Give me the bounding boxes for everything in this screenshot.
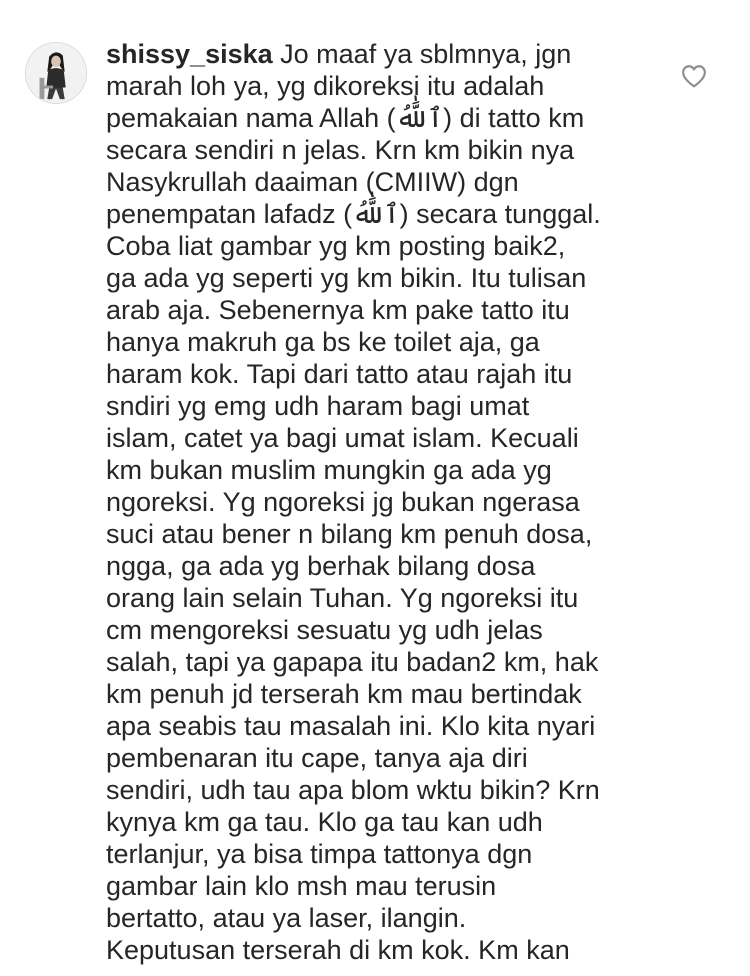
avatar[interactable]	[25, 42, 87, 104]
heart-outline-icon[interactable]	[681, 64, 707, 88]
profile-photo-icon	[26, 43, 86, 103]
comment-text: Jo maaf ya sblmnya, jgn marah loh ya, yg dikoreksi itu adalah pemakaian nama Allah (ٱللَّٰهُ) di tatto km secara sendiri n jelas. Krn km bikin nya Nasykrullah daaiman (CMIIW) dgn penempatan lafadz (ٱللَّٰهُ) secara tunggal. Coba liat gambar yg km posting baik2, ga ada yg seperti yg km bikin. Itu tulisan arab aja. Sebenernya km pake tatto itu hanya makruh ga bs ke toilet aja, ga haram kok. Tapi dari tatto atau rajah itu sndiri yg emg udh haram bagi umat islam, catet ya bagi umat islam. Kecuali km bukan muslim mungkin ga ada yg ngoreksi. Yg ngoreksi jg bukan ngerasa suci atau bener n bilang km penuh dosa, ngga, ga ada yg berhak bilang dosa orang lain selain Tuhan. Yg ngoreksi itu cm mengoreksi sesuatu yg udh jelas salah, tapi ya gapapa itu badan2 km, hak km penuh jd terserah km mau bertindak apa seabis tau masalah ini. Klo kita nyari pembenaran itu cape, tanya aja diri sendiri, udh tau apa blom wktu bikin? Krn kynya km ga tau. Klo ga tau kan udh terlanjur, ya bisa timpa tattonya dgn gambar lain klo msh mau terusin bertatto, atau ya laser, ilangin. Keputusan terserah di km kok. Km kan	[106, 39, 601, 965]
comment-body	[106, 38, 646, 966]
comment-username[interactable]: shissy_siska	[106, 39, 273, 69]
